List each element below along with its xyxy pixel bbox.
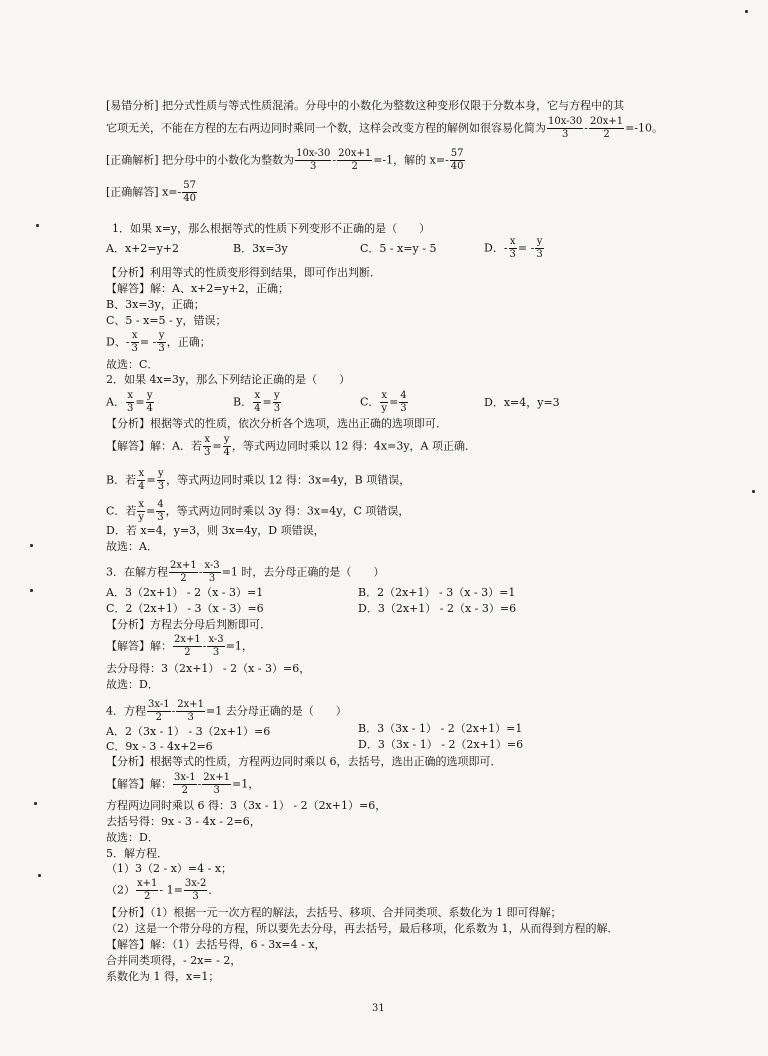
fraction <box>399 390 407 415</box>
fraction <box>137 499 145 524</box>
q4-option-d: D．3（3x - 1） - 2（2x+1）=6 <box>358 738 524 751</box>
numerator: x <box>509 236 516 247</box>
numerator: 4 <box>157 499 164 510</box>
operator: - <box>584 121 589 135</box>
q3-choice: 故选：D． <box>106 678 159 691</box>
fraction <box>182 180 197 205</box>
q2-option-b <box>233 390 282 415</box>
scan-speck <box>752 490 755 493</box>
q2-answer-c <box>106 499 409 524</box>
fraction <box>535 236 543 261</box>
numerator: x <box>254 390 261 401</box>
fraction <box>273 390 281 415</box>
denominator: 3 <box>126 403 134 414</box>
numerator: y <box>158 330 165 341</box>
numerator: 57 <box>183 180 196 191</box>
answer-text: =1， <box>225 639 253 653</box>
q1-stem: 1．如果 x=y，那么根据等式的性质下列变形不正确的是（ ） <box>112 222 431 235</box>
fraction <box>202 772 231 797</box>
q4-option-a: A．2（3x - 1） - 3（2x+1）=6 <box>106 725 271 738</box>
denominator: 3 <box>192 891 199 902</box>
fraction <box>337 148 372 173</box>
answer-text: B．若 <box>106 473 137 487</box>
q2-option-a <box>106 390 155 415</box>
operator: - <box>332 153 337 167</box>
scan-speck <box>38 874 41 877</box>
answer-text: ． <box>208 883 220 897</box>
fraction <box>146 390 154 415</box>
q3-answer <box>106 634 253 659</box>
numerator: x <box>127 390 133 401</box>
operator: - <box>197 777 202 791</box>
denominator: 40 <box>183 193 196 204</box>
correct-analysis-text: 把分母中的小数化为整数为 <box>162 153 295 167</box>
numerator: x <box>381 390 388 401</box>
denominator: 4 <box>254 403 261 414</box>
q4-option-b: B．3（3x - 1） - 2（2x+1）=1 <box>358 722 523 735</box>
numerator: 2x+1 <box>203 772 231 783</box>
fraction <box>223 434 231 459</box>
q5-part2 <box>106 878 219 903</box>
stem-text: =1 去分母正确的是（ ） <box>206 704 347 718</box>
denominator: 4 <box>223 447 230 458</box>
q1-option-d <box>484 236 545 261</box>
q3-stem <box>106 560 384 585</box>
numerator: 3x-1 <box>174 772 196 783</box>
numerator: y <box>223 434 230 445</box>
operator: = <box>262 395 272 409</box>
denominator: 3 <box>158 343 165 354</box>
denominator: 3 <box>203 447 211 458</box>
fraction <box>589 116 624 141</box>
fraction <box>450 148 465 173</box>
numerator: 10x-30 <box>548 116 583 127</box>
operator: - 1= <box>159 883 183 897</box>
answer-text: ，等式两边同时乘以 12 得：3x=4y，B 项错误， <box>166 473 411 487</box>
q3-option-c: C．2（2x+1） - 3（x - 3）=6 <box>106 602 264 615</box>
q2-answer-b <box>106 468 410 493</box>
stem-text: 4．方程 <box>106 704 146 718</box>
correct-answer-text: x=- <box>162 185 182 199</box>
denominator: 3 <box>509 249 516 260</box>
page-number: 31 <box>372 1003 385 1014</box>
stem-text: 3．在解方程 <box>106 565 168 579</box>
numerator: x-3 <box>208 634 224 645</box>
numerator: x <box>138 499 145 510</box>
numerator: y <box>536 236 543 247</box>
option-label: B． <box>233 395 253 409</box>
option-label: A． <box>106 395 125 409</box>
denominator: 2 <box>180 573 187 584</box>
denominator: 3 <box>208 573 216 584</box>
denominator: 2 <box>181 785 188 796</box>
denominator: 2 <box>603 129 610 140</box>
answer-text: 【解答】解：A．若 <box>106 439 202 453</box>
denominator: 3 <box>561 129 569 140</box>
answer-text: C．若 <box>106 504 137 518</box>
q2-answer-d: D．若 x=4，y=3，则 3x=4y，D 项错误， <box>106 524 325 537</box>
error-analysis-text: 把分式性质与等式性质混淆。分母中的小数化为整数这种变形仅限于分数本身，它与方程中的其 <box>162 99 625 112</box>
numerator: 2x+1 <box>170 560 197 571</box>
correct-analysis-tag: [正确解析] <box>106 153 159 167</box>
denominator: 3 <box>273 403 281 414</box>
answer-text: 【解答】解： <box>106 777 172 791</box>
operator: - <box>171 704 176 718</box>
error-analysis-line1 <box>106 99 624 113</box>
answer-text: ，正确； <box>166 335 211 349</box>
q2-analysis: 【分析】根据等式的性质，依次分析各个选项，选出正确的选项即可． <box>106 417 447 430</box>
q5-answer1: 【解答】解：（1）去括号得，6 - 3x=4 - x， <box>106 938 326 951</box>
q1-answer-line4 <box>106 330 211 355</box>
q2-stem: 2．如果 4x=3y，那么下列结论正确的是（ ） <box>106 373 351 386</box>
q4-choice: 故选：D． <box>106 831 159 844</box>
q4-answer <box>106 772 259 797</box>
numerator: 10x-30 <box>296 148 331 159</box>
operator: = <box>389 395 399 409</box>
denominator: 3 <box>187 712 194 723</box>
q4-analysis: 【分析】根据等式的性质，方程两边同时乘以 6，去括号，选出正确的选项即可． <box>106 755 502 768</box>
denominator: y <box>138 512 145 523</box>
q1-analysis: 【分析】利用等式的性质变形得到结果，即可作出判断． <box>106 266 381 279</box>
correct-answer-line <box>106 180 198 205</box>
q3-option-d: D．3（2x+1） - 2（x - 3）=6 <box>358 602 517 615</box>
error-analysis-text: 它项无关，不能在方程的左右两边同时乘同一个数，这样会改变方程的解例如很容易化简为 <box>106 121 546 135</box>
denominator: y <box>381 403 388 414</box>
operator: - <box>198 565 203 579</box>
scan-speck <box>36 224 39 227</box>
q1-option-a: A．x+2=y+2 <box>106 242 180 255</box>
q1-option-b: B．3x=3y <box>233 242 288 255</box>
fraction <box>295 148 331 173</box>
answer-text: =1， <box>232 777 260 791</box>
option-label: D．- <box>484 241 508 255</box>
stem-text: =1 时，去分母正确的是（ ） <box>221 565 385 579</box>
denominator: 4 <box>146 403 153 414</box>
fraction <box>547 116 583 141</box>
fraction <box>380 390 388 415</box>
fraction <box>184 878 208 903</box>
denominator: 3 <box>213 785 220 796</box>
q3-option-a: A．3（2x+1） - 2（x - 3）=1 <box>106 586 264 599</box>
option-label: C． <box>360 395 380 409</box>
answer-text: D、- <box>106 335 130 349</box>
numerator: x <box>204 434 210 445</box>
scan-speck <box>34 802 37 805</box>
q2-option-d: D．x=4，y=3 <box>484 396 560 409</box>
q5-stem: 5．解方程． <box>106 847 168 860</box>
fraction <box>131 330 139 355</box>
numerator: x+1 <box>137 878 158 889</box>
fraction <box>126 390 134 415</box>
denominator: 4 <box>138 481 145 492</box>
operator: = <box>146 473 156 487</box>
q5-answer2: 合并同类项得，- 2x= - 2， <box>106 954 242 967</box>
equation-tail: =-10。 <box>625 121 664 135</box>
q1-answer-line2: B、3x=3y，正确； <box>106 298 205 311</box>
q3-step: 去分母得：3（2x+1） - 2（x - 3）=6， <box>106 662 311 675</box>
q2-answer-a <box>106 434 476 459</box>
numerator: 20x+1 <box>590 116 624 127</box>
q1-option-c: C．5 - x=y - 5 <box>360 242 437 255</box>
q5-analysis1: 【分析】（1）根据一元一次方程的解法，去括号、移项、合并同类项、系数化为 1 即可得解； <box>106 906 562 919</box>
numerator: 3x-2 <box>184 878 207 889</box>
q1-answer-line3: C、5 - x=5 - y，错误； <box>106 314 227 327</box>
numerator: y <box>274 390 280 401</box>
q4-step2: 去括号得：9x - 3 - 4x - 2=6， <box>106 815 261 828</box>
q5-part1: （1）3（2 - x）=4 - x； <box>106 862 233 875</box>
q5-answer3: 系数化为 1 得，x=1； <box>106 970 220 983</box>
fraction <box>169 560 198 585</box>
fraction <box>253 390 261 415</box>
denominator: 2 <box>351 161 358 172</box>
fraction <box>203 560 220 585</box>
fraction <box>156 499 164 524</box>
denominator: 3 <box>212 647 220 658</box>
operator: = - <box>517 241 535 255</box>
denominator: 2 <box>184 647 191 658</box>
scan-speck <box>30 589 33 592</box>
answer-text: 【解答】解： <box>106 639 172 653</box>
correct-answer-tag: [正确解答] <box>106 185 159 199</box>
denominator: 3 <box>157 481 165 492</box>
operator: - <box>202 639 207 653</box>
scan-speck <box>30 544 33 547</box>
denominator: 40 <box>450 161 464 172</box>
fraction <box>136 878 158 903</box>
q2-option-c <box>360 390 409 415</box>
fraction <box>137 468 145 493</box>
q4-step1: 方程两边同时乘以 6 得：3（3x - 1） - 2（2x+1）=6， <box>106 799 387 812</box>
denominator: 3 <box>157 512 164 523</box>
scan-speck <box>745 10 748 13</box>
fraction <box>157 330 165 355</box>
operator: = - <box>139 335 157 349</box>
numerator: 20x+1 <box>338 148 372 159</box>
numerator: 2x+1 <box>174 634 201 645</box>
q5-analysis2: （2）这是一个带分母的方程，所以要先去分母，再去括号，最后移项，化系数为 1，从而得到方程的解． <box>106 922 619 935</box>
numerator: 4 <box>400 390 407 401</box>
answer-text: ，等式两边同时乘以 3y 得：3x=4y，C 项错误， <box>165 504 410 518</box>
numerator: y <box>146 390 153 401</box>
operator: = <box>135 395 145 409</box>
fraction <box>207 634 224 659</box>
numerator: x-3 <box>204 560 220 571</box>
denominator: 3 <box>536 249 543 260</box>
error-analysis-tag: [易错分析] <box>106 99 159 112</box>
q4-stem <box>106 699 347 724</box>
part-label: （2） <box>106 883 135 897</box>
fraction <box>176 699 205 724</box>
operator: = <box>212 439 222 453</box>
denominator: 2 <box>155 712 162 723</box>
denominator: 2 <box>144 891 151 902</box>
q2-choice: 故选：A． <box>106 540 158 553</box>
fraction <box>203 434 211 459</box>
numerator: 57 <box>450 148 464 159</box>
numerator: 2x+1 <box>177 699 205 710</box>
q1-answer-line1: 【解答】解：A、x+2=y+2，正确； <box>106 282 290 295</box>
fraction <box>147 699 171 724</box>
denominator: 3 <box>310 161 317 172</box>
numerator: x <box>138 468 145 479</box>
error-analysis-line2 <box>106 116 663 141</box>
numerator: x <box>131 330 138 341</box>
fraction <box>173 634 202 659</box>
q3-option-b: B．2（2x+1） - 3（x - 3）=1 <box>358 586 516 599</box>
answer-text: ，等式两边同时乘以 12 得：4x=3y，A 项正确． <box>231 439 476 453</box>
operator: = <box>146 504 156 518</box>
fraction <box>157 468 165 493</box>
denominator: 3 <box>131 343 138 354</box>
q3-analysis: 【分析】方程去分母后判断即可． <box>106 618 271 631</box>
q1-choice: 故选：C． <box>106 358 159 371</box>
numerator: 3x-1 <box>148 699 170 710</box>
correct-analysis-line <box>106 148 466 173</box>
solution-text: =-1，解的 x=- <box>373 153 449 167</box>
denominator: 3 <box>400 403 407 414</box>
q4-option-c: C．9x - 3 - 4x+2=6 <box>106 740 213 753</box>
numerator: y <box>158 468 164 479</box>
fraction <box>173 772 197 797</box>
fraction <box>509 236 517 261</box>
